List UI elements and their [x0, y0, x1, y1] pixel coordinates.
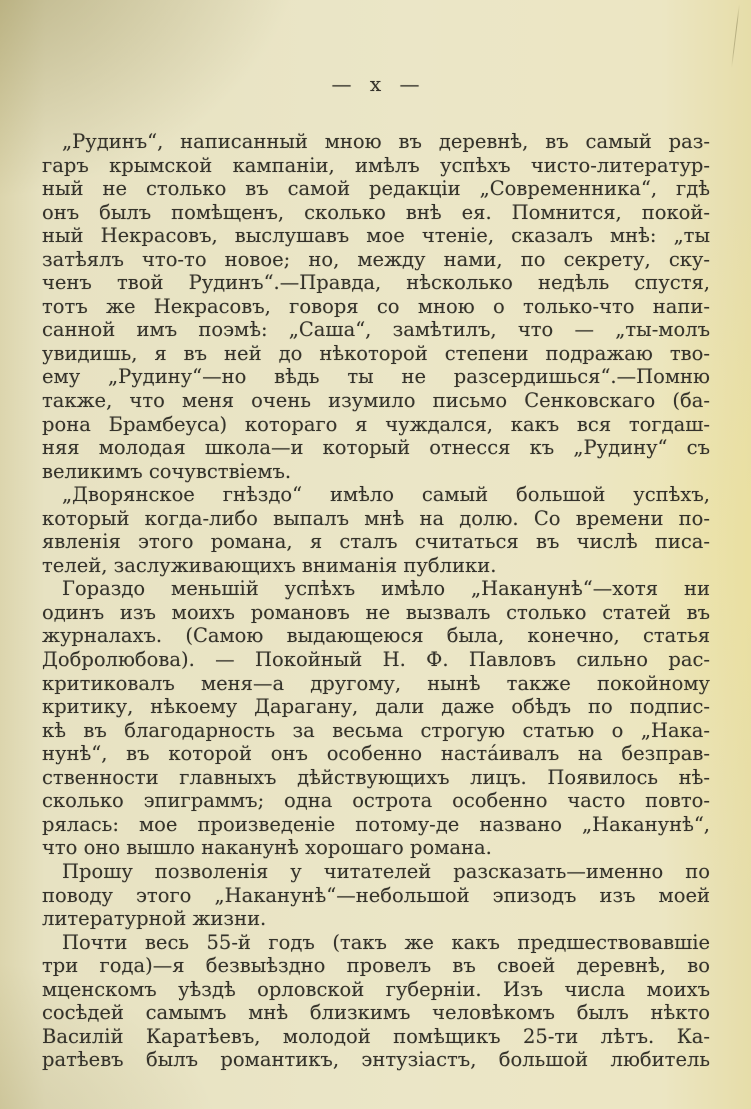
- text-line: литературной жизни.: [42, 907, 267, 931]
- text-line: сколько эпиграммъ; одна острота особенно часто повто-: [42, 789, 710, 813]
- text-line: Прошу позволенія у читателей разсказать—именно по: [62, 859, 710, 883]
- text-line: „Дворянское гнѣздо“ имѣло самый большой успѣхъ,: [62, 483, 710, 507]
- text-line: кѣ въ благодарность за весьма строгую статью о „Нака-: [42, 718, 710, 742]
- text-line: Василій Каратѣевъ, молодой помѣщикъ 25-ти лѣтъ. Ка-: [42, 1024, 710, 1048]
- text-line: гаръ крымской кампаніи, имѣлъ успѣхъ чисто-литератур-: [42, 153, 710, 177]
- text-line: телей, заслуживающихъ вниманія публики.: [42, 553, 497, 577]
- text-line: ный Некрасовъ, выслушавъ мое чтеніе, сказалъ мнѣ: „ты: [42, 224, 710, 248]
- text-block: [42, 130, 710, 1072]
- text-line: Почти весь 55-й годъ (такъ же какъ предшествовавшіе: [62, 930, 710, 954]
- text-line: великимъ сочувствіемъ.: [42, 459, 292, 483]
- text-line: одинъ изъ моихъ романовъ не вызвалъ столько статей въ: [42, 600, 710, 624]
- page-number: — x —: [331, 72, 420, 96]
- text-line: поводу этого „Наканунѣ“—небольшой эпизодъ изъ моей: [42, 883, 710, 907]
- text-line: который когда-либо выпалъ мнѣ на долю. Со времени по-: [42, 506, 710, 530]
- paper-crease: [731, 4, 740, 68]
- text-line: мценскомъ уѣздѣ орловской губерніи. Изъ числа моихъ: [42, 977, 710, 1001]
- text-line: няя молодая школа—и который отнесся къ „Рудину“ съ: [42, 436, 710, 460]
- text-line: три года)—я безвыѣздно провелъ въ своей деревнѣ, во: [42, 954, 710, 978]
- text-line: критику, нѣкоему Дарагану, дали даже обѣдъ по подпис-: [42, 695, 710, 719]
- text-line: тотъ же Некрасовъ, говоря со мною о только-что напи-: [42, 294, 710, 318]
- text-line: увидишь, я въ ней до нѣкоторой степени подражаю тво-: [42, 341, 710, 365]
- text-line: рялась: мое произведеніе потому-де названо „Наканунѣ“,: [42, 812, 710, 836]
- text-line: журналахъ. (Самою выдающеюся была, конечно, статья: [42, 624, 710, 648]
- text-line: явленія этого романа, я сталъ считаться въ числѣ писа-: [42, 530, 710, 554]
- text-line: „Рудинъ“, написанный мною въ деревнѣ, въ самый раз-: [62, 130, 710, 153]
- text-line: ный не столько въ самой редакціи „Современника“, гдѣ: [42, 177, 710, 201]
- text-line: онъ былъ помѣщенъ, сколько внѣ ея. Помнится, покой-: [42, 200, 710, 224]
- text-line: нунѣ“, въ которой онъ особенно настáивалъ на безправ-: [42, 742, 710, 766]
- text-line: затѣялъ что-то новое; но, между нами, по секрету, ску-: [42, 247, 710, 271]
- text-line: Добролюбова). — Покойный Н. Ф. Павловъ сильно рас-: [42, 648, 710, 672]
- text-line: санной имъ поэмѣ: „Саша“, замѣтилъ, что — „ты-молъ: [42, 318, 710, 342]
- text-line: ченъ твой Рудинъ“.—Правда, нѣсколько недѣль спустя,: [42, 271, 710, 295]
- text-line: Гораздо меньшій успѣхъ имѣло „Наканунѣ“—хотя ни: [62, 577, 710, 601]
- text-line: ственности главныхъ дѣйствующихъ лицъ. Появилось нѣ-: [42, 765, 710, 789]
- text-line: сосѣдей самымъ мнѣ близкимъ человѣкомъ былъ нѣкто: [42, 1001, 710, 1025]
- text-line: что оно вышло наканунѣ хорошаго романа.: [42, 836, 492, 860]
- text-line: ему „Рудину“—но вѣдь ты не разсердишься“.—Помню: [42, 365, 710, 389]
- text-line: рона Брамбеуса) котораго я чуждался, какъ вся тогдаш-: [42, 412, 710, 436]
- text-line: ратѣевъ былъ романтикъ, энтузіастъ, большой любитель: [42, 1048, 710, 1072]
- text-line: критиковалъ меня—а другому, нынѣ также покойному: [42, 671, 710, 695]
- text-line: также, что меня очень изумило письмо Сенковскаго (ба-: [42, 389, 710, 413]
